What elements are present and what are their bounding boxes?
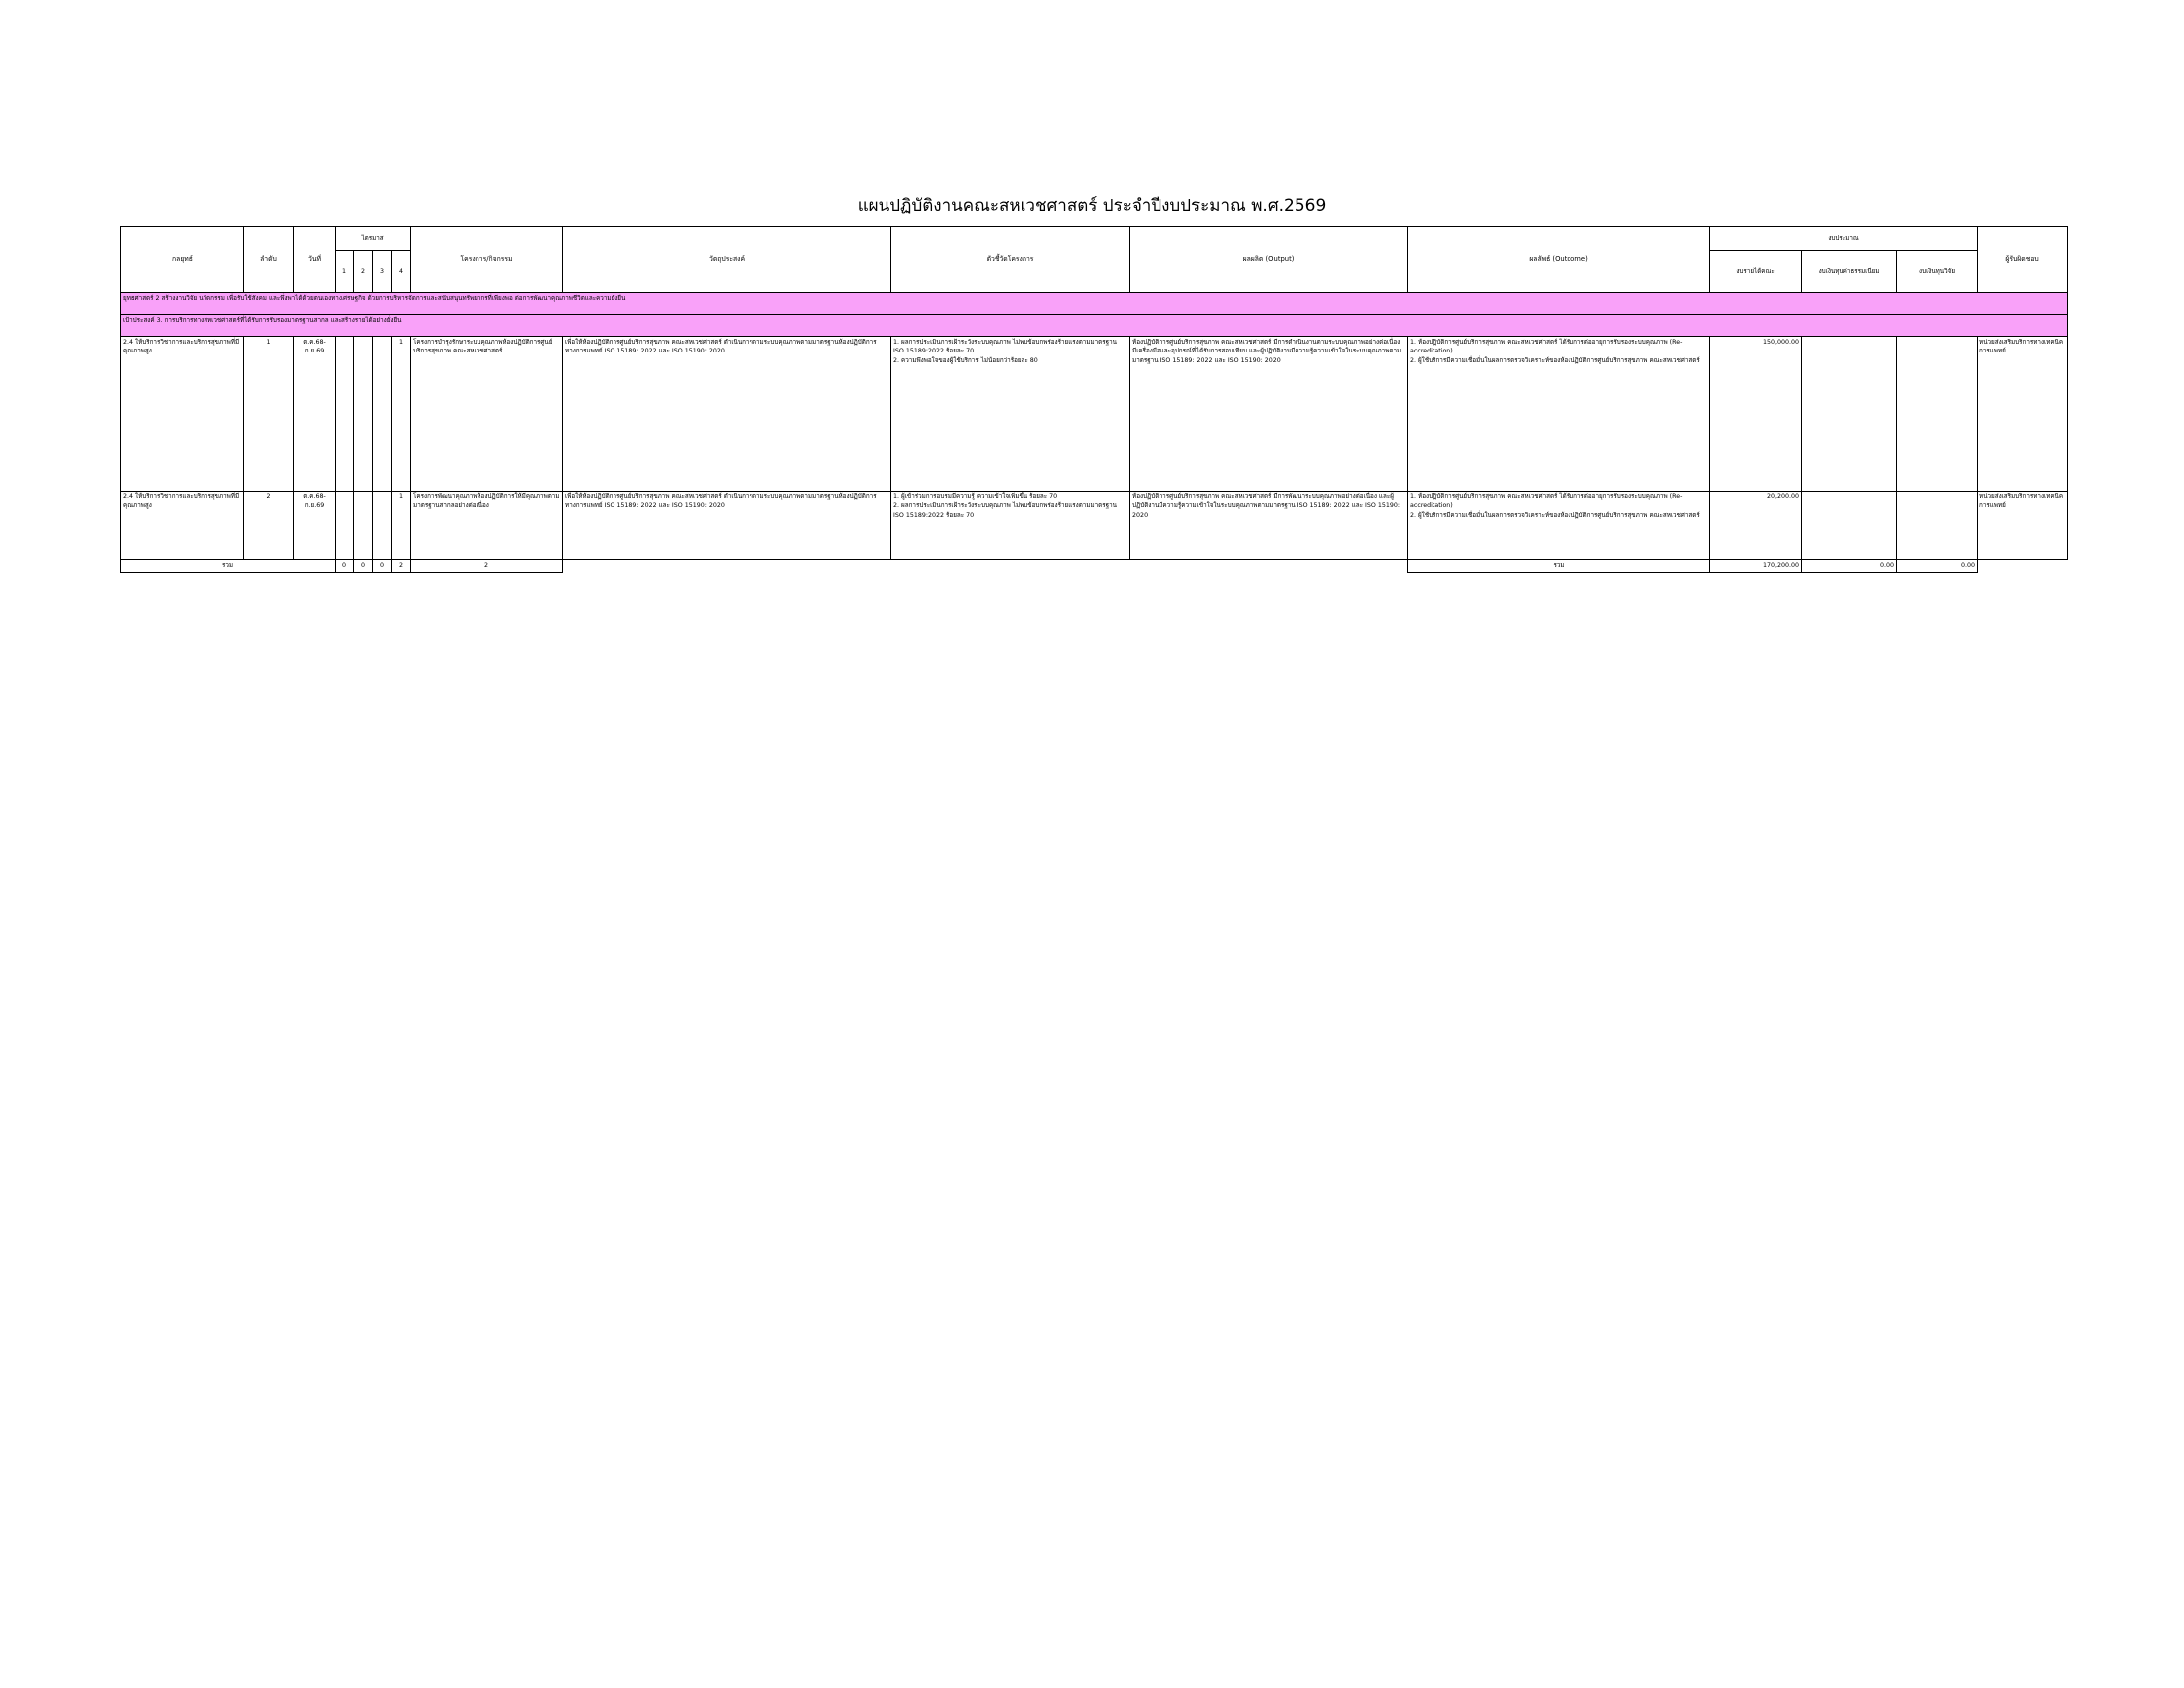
cell-budget-fee — [1802, 337, 1897, 492]
header-q4: 4 — [392, 251, 411, 293]
cell-budget-faculty: 20,200.00 — [1710, 492, 1802, 560]
totals-budget-fee: 0.00 — [1802, 560, 1897, 573]
totals-budget-faculty: 170,200.00 — [1710, 560, 1802, 573]
cell-order: 1 — [244, 337, 294, 492]
cell-budget-research — [1897, 337, 1978, 492]
cell-output: ห้องปฏิบัติการศูนย์บริการสุขภาพ คณะสหเวชศาสตร์ มีการพัฒนาระบบคุณภาพอย่างต่อเนื่อง และผู้ปฏิบัติงานมีความรู้ความเข้าใจในระบบคุณภาพตามมาตรฐาน ISO 15189: 2022 และ ISO 15190: 2020 — [1130, 492, 1408, 560]
table-row — [121, 492, 2068, 560]
strategy-band: ยุทธศาสตร์ 2 สร้างงานวิจัย นวัตกรรม เพื่อรับใช้สังคม และพึ่งพาได้ด้วยตนเองทางเศรษฐกิจ ด้วยการบริหารจัดการและสนับสนุนทรัพยากรที่เพียงพอ ต่อการพัฒนาคุณภาพชีวิตและความยั่งยืน — [121, 293, 2068, 315]
cell-outcome: 1. ห้องปฏิบัติการศูนย์บริการสุขภาพ คณะสหเวชศาสตร์ ได้รับการต่ออายุการรับรองระบบคุณภาพ (Re-accreditation) 2. ผู้ใช้บริการมีความเชื่อมั่นในผลการตรวจวิเคราะห์ของห้องปฏิบัติการศูนย์บริการสุขภาพ คณะสหเวชศาสตร์ — [1408, 337, 1710, 492]
cell-q1 — [336, 337, 354, 492]
header-quarter: ไตรมาส — [336, 227, 411, 251]
header-q3: 3 — [373, 251, 392, 293]
cell-date: ต.ค.68-ก.ย.69 — [294, 337, 336, 492]
header-budget: งบประมาณ — [1710, 227, 1978, 251]
totals-row — [121, 560, 2068, 573]
cell-budget-faculty: 150,000.00 — [1710, 337, 1802, 492]
action-plan-table — [120, 226, 2068, 573]
totals-label-left: รวม — [121, 560, 336, 573]
header-q2: 2 — [354, 251, 373, 293]
cell-q2 — [354, 337, 373, 492]
cell-budget-research — [1897, 492, 1978, 560]
totals-q3: 0 — [373, 560, 392, 573]
cell-order: 2 — [244, 492, 294, 560]
cell-strategy: 2.4 ให้บริการวิชาการและบริการสุขภาพที่มีคุณภาพสูง — [121, 337, 244, 492]
header-project: โครงการ/กิจกรรม — [411, 227, 563, 293]
header-responsible: ผู้รับผิดชอบ — [1978, 227, 2068, 293]
cell-q3 — [373, 337, 392, 492]
page-title: แผนปฏิบัติงานคณะสหเวชศาสตร์ ประจำปีงบประมาณ พ.ศ.2569 — [857, 196, 1327, 215]
header-q1: 1 — [336, 251, 354, 293]
cell-project: โครงการบำรุงรักษาระบบคุณภาพห้องปฏิบัติการศูนย์บริการสุขภาพ คณะสหเวชศาสตร์ — [411, 337, 563, 492]
totals-empty — [1978, 560, 2068, 573]
cell-objective: เพื่อให้ห้องปฏิบัติการศูนย์บริการสุขภาพ คณะสหเวชศาสตร์ ดำเนินการตามระบบคุณภาพตามมาตรฐานห้องปฏิบัติการทางการแพทย์ ISO 15189: 2022 และ ISO 15190: 2020 — [563, 492, 891, 560]
totals-q2: 0 — [354, 560, 373, 573]
cell-q4: 1 — [392, 337, 411, 492]
header-indicator: ตัวชี้วัดโครงการ — [891, 227, 1130, 293]
cell-date: ต.ค.68-ก.ย.69 — [294, 492, 336, 560]
totals-project-count: 2 — [411, 560, 563, 573]
cell-strategy: 2.4 ให้บริการวิชาการและบริการสุขภาพที่มีคุณภาพสูง — [121, 492, 244, 560]
totals-label-right: รวม — [1408, 560, 1710, 573]
cell-objective: เพื่อให้ห้องปฏิบัติการศูนย์บริการสุขภาพ คณะสหเวชศาสตร์ ดำเนินการตามระบบคุณภาพตามมาตรฐานห้องปฏิบัติการทางการแพทย์ ISO 15189: 2022 และ ISO 15190: 2020 — [563, 337, 891, 492]
header-strategy: กลยุทธ์ — [121, 227, 244, 293]
cell-q2 — [354, 492, 373, 560]
header-objective: วัตถุประสงค์ — [563, 227, 891, 293]
header-date: วันที่ — [294, 227, 336, 293]
totals-spacer — [563, 560, 1408, 573]
cell-output: ห้องปฏิบัติการศูนย์บริการสุขภาพ คณะสหเวชศาสตร์ มีการดำเนินงานตามระบบคุณภาพอย่างต่อเนื่อง มีเครื่องมือและอุปกรณ์ที่ได้รับการสอบเทียบ และผู้ปฏิบัติงานมีความรู้ความเข้าใจในระบบคุณภาพตามมาตรฐาน ISO 15189: 2022 และ ISO 15190: 2020 — [1130, 337, 1408, 492]
cell-project: โครงการพัฒนาคุณภาพห้องปฏิบัติการให้มีคุณภาพตามมาตรฐานสากลอย่างต่อเนื่อง — [411, 492, 563, 560]
cell-indicator: 1. ผู้เข้าร่วมการอบรมมีความรู้ ความเข้าใจเพิ่มขึ้น ร้อยละ 70 2. ผลการประเมินการเฝ้าระวังระบบคุณภาพ ไม่พบข้อบกพร่องร้ายแรงตามมาตรฐาน ISO 15189:2022 ร้อยละ 70 — [891, 492, 1130, 560]
goal-band: เป้าประสงค์ 3. การบริการทางสหเวชศาสตร์ที่ได้รับการรับรองมาตรฐานสากล และสร้างรายได้อย่างยั่งยืน — [121, 315, 2068, 337]
totals-q4: 2 — [392, 560, 411, 573]
totals-budget-research: 0.00 — [1897, 560, 1978, 573]
cell-q3 — [373, 492, 392, 560]
header-budget-research: งบเงินทุนวิจัย — [1897, 251, 1978, 293]
cell-responsible: หน่วยส่งเสริมบริการทางเทคนิคการแพทย์ — [1978, 492, 2068, 560]
cell-outcome: 1. ห้องปฏิบัติการศูนย์บริการสุขภาพ คณะสหเวชศาสตร์ ได้รับการต่ออายุการรับรองระบบคุณภาพ (Re-accreditation) 2. ผู้ใช้บริการมีความเชื่อมั่นในผลการตรวจวิเคราะห์ของห้องปฏิบัติการศูนย์บริการสุขภาพ คณะสหเวชศาสตร์ — [1408, 492, 1710, 560]
cell-responsible: หน่วยส่งเสริมบริการทางเทคนิคการแพทย์ — [1978, 337, 2068, 492]
header-order: ลำดับ — [244, 227, 294, 293]
header-budget-faculty: งบรายได้คณะ — [1710, 251, 1802, 293]
cell-budget-fee — [1802, 492, 1897, 560]
cell-q4: 1 — [392, 492, 411, 560]
totals-q1: 0 — [336, 560, 354, 573]
cell-indicator: 1. ผลการประเมินการเฝ้าระวังระบบคุณภาพ ไม่พบข้อบกพร่องร้ายแรงตามมาตรฐาน ISO 15189:2022 ร้อยละ 70 2. ความพึงพอใจของผู้ใช้บริการ ไม่น้อยกว่าร้อยละ 80 — [891, 337, 1130, 492]
header-outcome: ผลลัพธ์ (Outcome) — [1408, 227, 1710, 293]
header-budget-fee: งบเงินทุนค่าธรรมเนียม — [1802, 251, 1897, 293]
header-output: ผลผลิต (Output) — [1130, 227, 1408, 293]
cell-q1 — [336, 492, 354, 560]
table-row — [121, 337, 2068, 492]
